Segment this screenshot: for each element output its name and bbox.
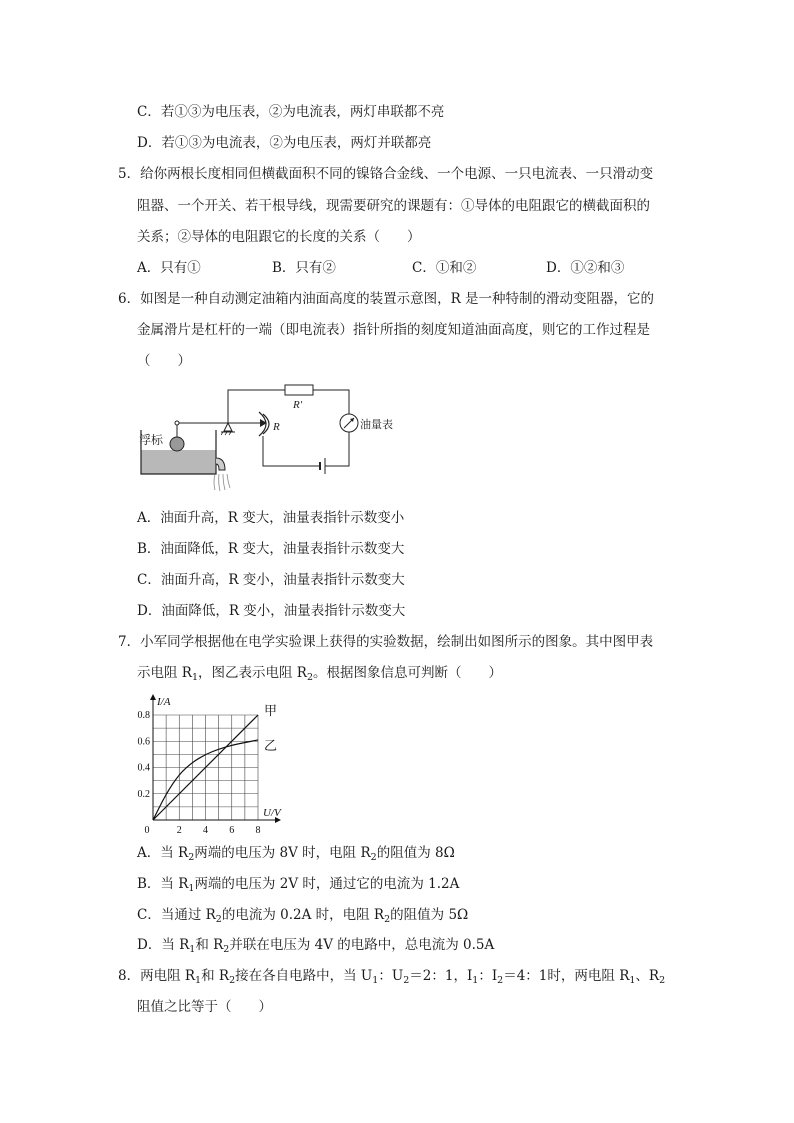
oil-gauge-circuit-diagram — [135, 378, 393, 503]
q7-option-b: B．当 $R_1$两端的电压为 2V 时，通过它的电流为 1.2A — [137, 876, 460, 894]
y-tick-label: 0.4 — [137, 762, 150, 774]
fixed-resistor — [285, 385, 313, 395]
q4-option-d: D．若①③为电流表，②为电压表，两灯并联都亮 — [137, 135, 432, 151]
q6-stem-line3: （ ） — [137, 353, 191, 369]
chart-tick-labels — [138, 696, 283, 836]
q5-option-b: B．只有② — [272, 260, 336, 276]
q5-stem-line2: 阻器、一个开关、若干根导线，现需要研究的课题有：①导体的电阻跟它的横截面积的 — [137, 198, 650, 214]
series-label-1: 甲 — [264, 703, 278, 718]
q6-option-c: C．油面升高，R 变小，油量表指针示数变大 — [137, 572, 405, 588]
q6-stem-line2: 金属滑片是杠杆的一端（即电流表）指针所指的刻度知道油面高度，则它的工作过程是 — [137, 322, 650, 338]
y-tick-label: 0.2 — [137, 788, 150, 800]
x-tick-label: 4 — [203, 825, 208, 836]
y-tick-label: 0.6 — [137, 736, 150, 748]
resistor-label: R′ — [293, 399, 303, 411]
y-axis-label: I/A — [157, 696, 171, 708]
x-tick-label: 2 — [176, 825, 182, 836]
float-ball — [170, 437, 184, 451]
q6-stem-line1: 6．如图是一种自动测定油箱内油面高度的装置示意图，R 是一种特制的滑动变阻器，它的 — [118, 291, 655, 307]
q8-stem-line2: 阻值之比等于（ ） — [137, 999, 272, 1015]
series-label-2: 乙 — [264, 737, 278, 753]
q6-option-a: A．油面升高，R 变大，油量表指针示数变小 — [137, 510, 405, 526]
rheostat-label: R — [273, 421, 280, 433]
iu-graph — [135, 692, 285, 837]
q6-option-b: B．油面降低，R 变大，油量表指针示数变大 — [137, 541, 405, 557]
oil-drips — [214, 474, 230, 491]
q5-stem-line3: 关系；②导体的电阻跟它的长度的关系（ ） — [137, 229, 421, 245]
x-tick-label: 6 — [229, 825, 235, 836]
lever-pivot — [221, 423, 235, 435]
q7-option-d: D．当 $R_1$和 $R_2$并联在电压为 4V 的电路中，总电流为 0.5A — [137, 937, 495, 955]
x-tick-label: 8 — [255, 825, 261, 836]
q7-stem-line1: 7．小军同学根据他在电学实验课上获得的实验数据，绘制出如图所示的图象。其中图甲表 — [118, 634, 654, 650]
q5-option-a: A．只有① — [137, 260, 201, 276]
float-label: 浮标 — [139, 433, 164, 447]
y-axis-arrow — [150, 694, 156, 700]
x-tick-label: 0 — [144, 825, 150, 836]
q8-stem-line1: 8．两电阻 $R_1$和 $R_2$接在各自电路中，当 $U_1$：$U_2=2$：1，$I_1$：$I_2=4$：1时，两电阻 $R_1$、$R_2$ — [118, 968, 666, 986]
x-axis-label: U/V — [263, 807, 281, 819]
y-tick-label: 0.8 — [137, 710, 150, 721]
q7-option-c: C．当通过 $R_2$的电流为 0.2A 时，电阻 $R_2$的阻值为 5Ω — [137, 907, 469, 925]
q5-option-d: D．①②和③ — [546, 260, 625, 276]
chart-series — [153, 703, 277, 820]
q7-option-a: A．当 $R_2$两端的电压为 8V 时，电阻 $R_2$的阻值为 8Ω — [137, 845, 455, 863]
outlet-pipe — [216, 458, 225, 470]
q6-option-d: D．油面降低，R 变小，油量表指针示数变大 — [137, 603, 406, 619]
q4-option-c: C．若①③为电压表，②为电流表，两灯串联都不亮 — [137, 104, 445, 120]
q7-stem-line2: 示电阻 $R_1$，图乙表示电阻 $R_2$。根据图象信息可判断（ ） — [137, 665, 503, 683]
meter-label: 油量表 — [360, 419, 393, 431]
q5-option-c: C．①和② — [412, 260, 477, 276]
q5-stem-line1: 5．给你两根长度相同但横截面积不同的镍铬合金线、一个电源、一只电流表、一只滑动变 — [118, 166, 654, 182]
